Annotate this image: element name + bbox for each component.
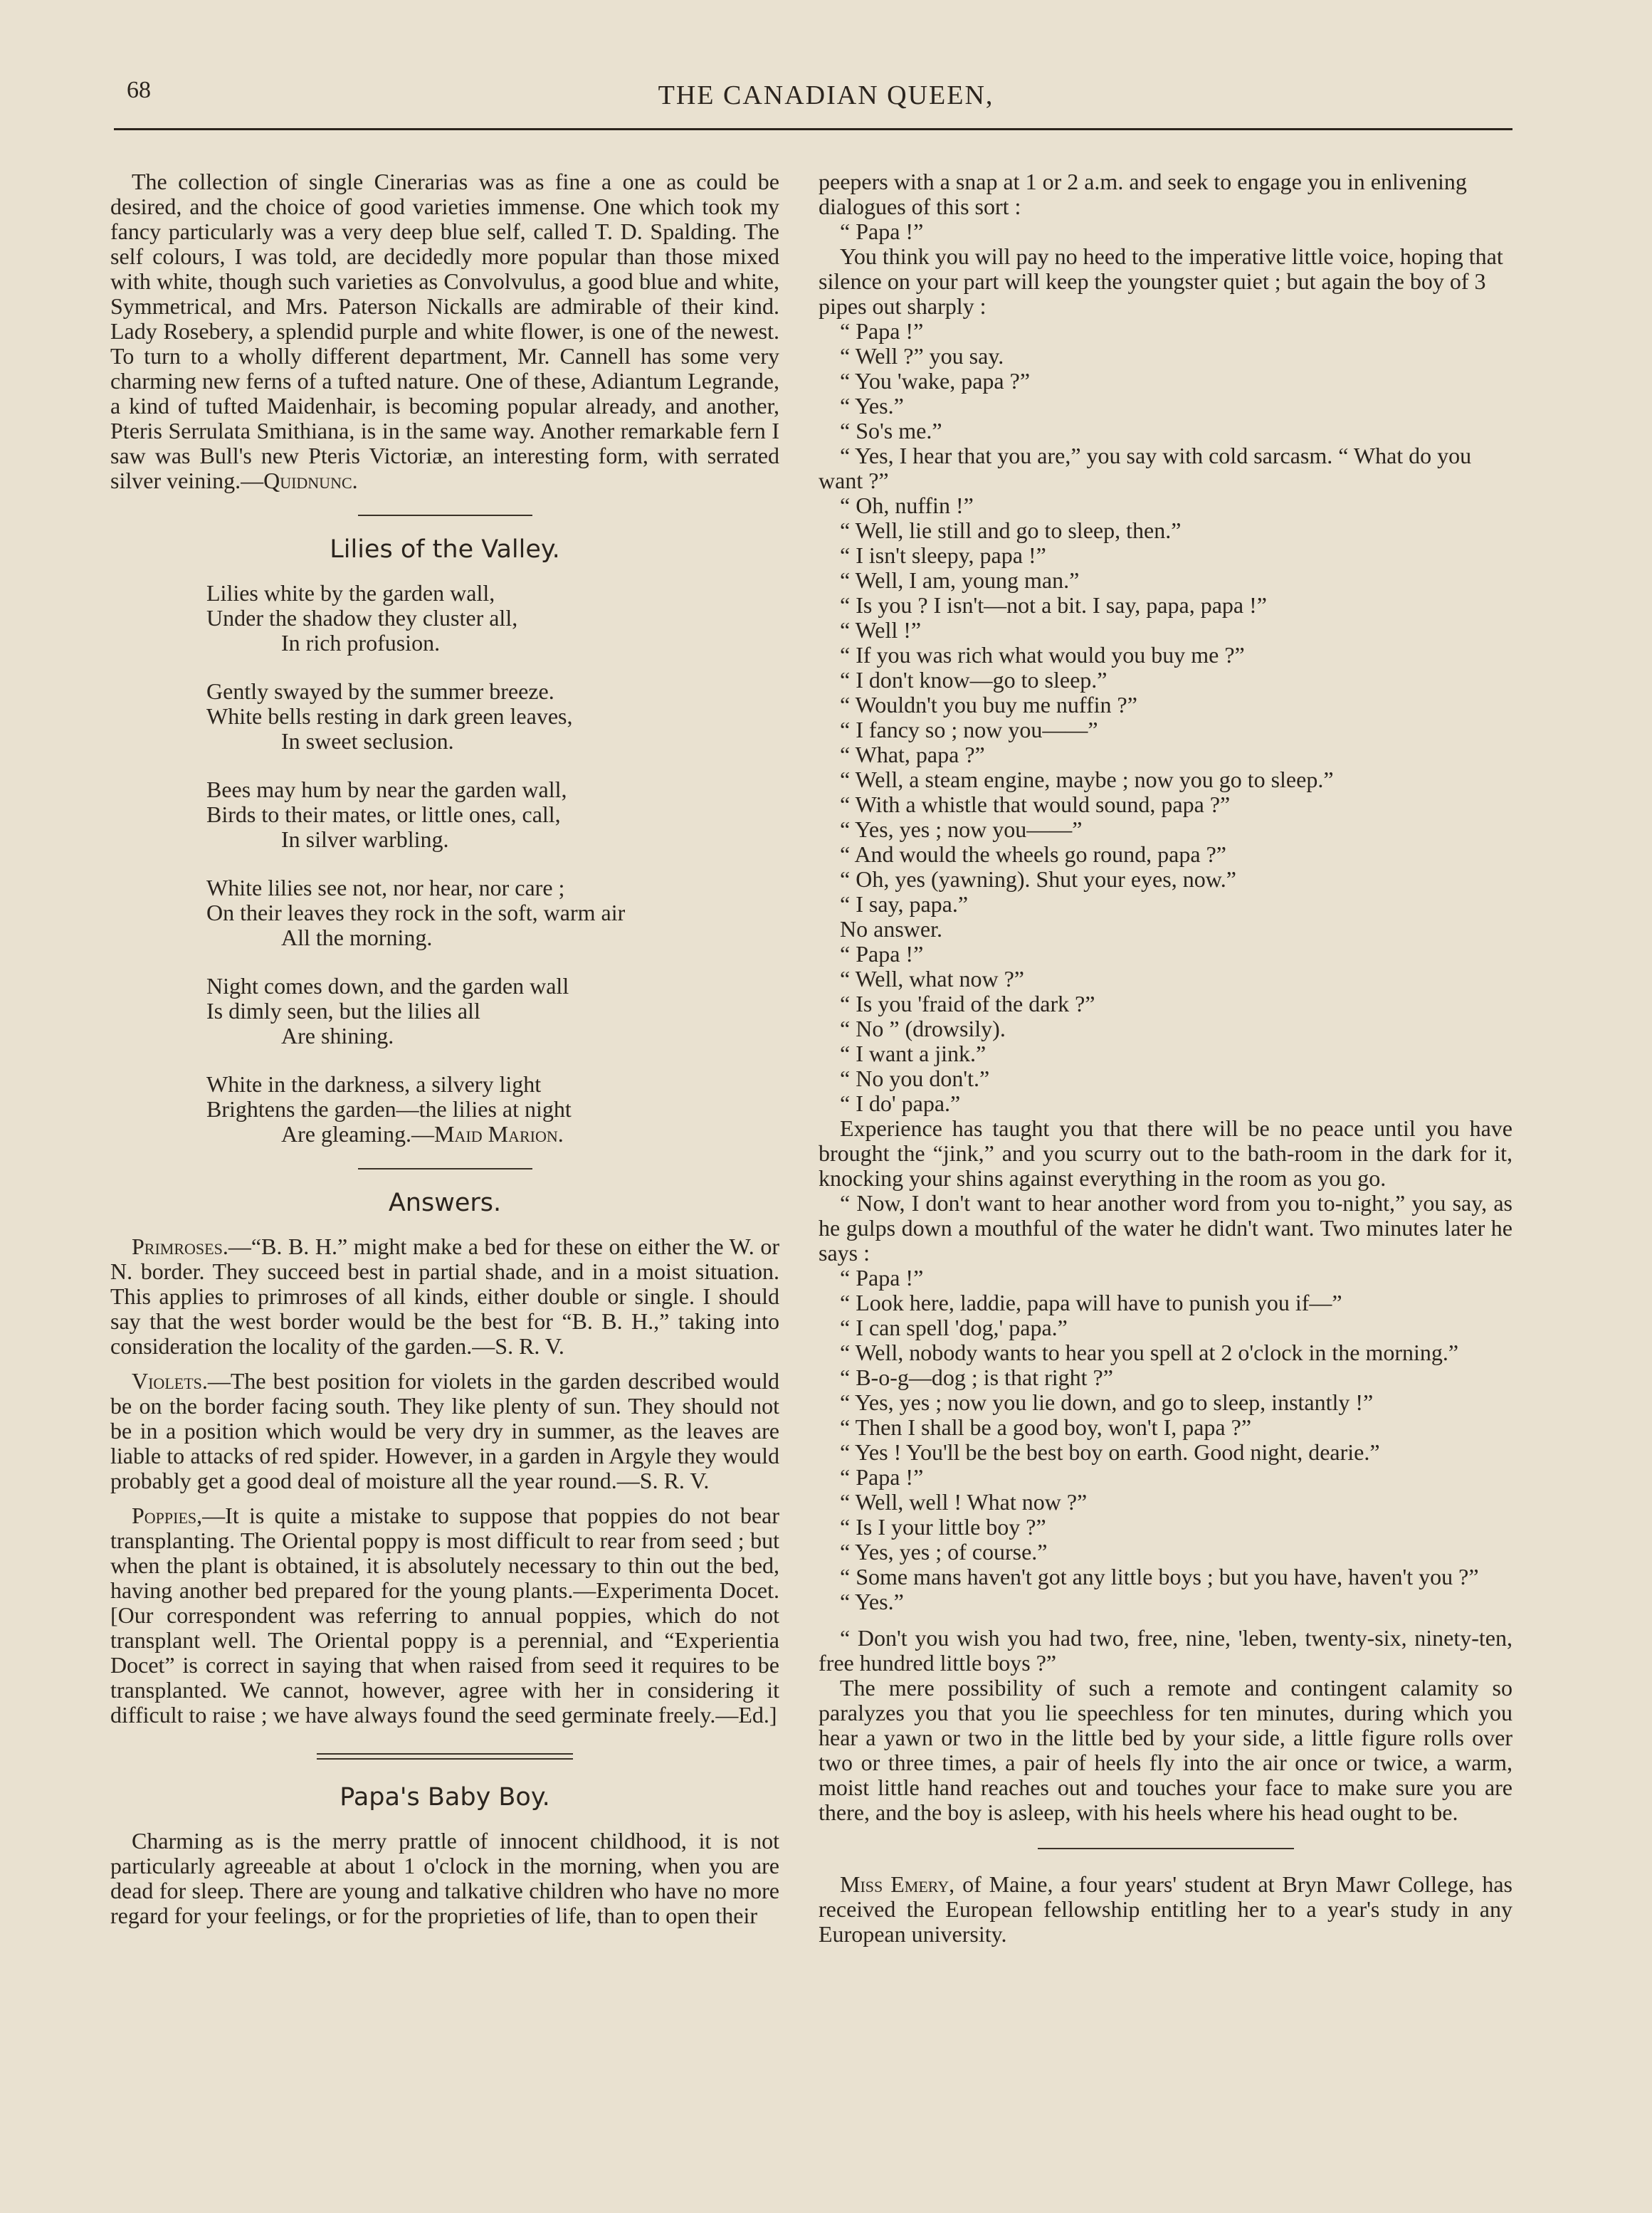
intro-paragraph	[110, 169, 779, 493]
dialogue	[819, 169, 1512, 1825]
poem-stanza	[206, 777, 779, 852]
intro-text: The collection of single Cinerarias was as fine a one as could be desired, and the choice of good varieties immense. One which took my fancy particularly was a very deep blue self, called T. D. Spalding. The self colours, I was told, are decidedly more popular than those mixed with white, though such varieties as Convolvulus, a good blue and white, Symmetrical, and Mrs. Paterson Nickalls are admirable of their kind. Lady Rosebery, a splendid purple and white flower, is one of the newest. To turn to a wholly different department, Mr. Cannell has some very charming new ferns of a tufted nature. One of these, Adiantum Legrande, a kind of tufted Maidenhair, is becoming popular already, and another, Pteris Serrulata Smithiana, is in the same way. Another remarkable fern I saw was Bull's new Pteris Victoriæ, an interesting form, with serrated silver veining.—	[110, 169, 779, 493]
dialogue-line: “ Don't you wish you had two, free, nine, 'leben, twenty-six, ninety-ten, free hundred little boys ?”	[819, 1625, 1512, 1676]
dialogue-line: “ I can spell 'dog,' papa.”	[840, 1315, 1068, 1340]
answer-text: —The best position for violets in the garden described would be on the border facing south. They like plenty of sun. They should not be in a position which would be very dry in summer, as the leaves are liable to attacks of red spider. However, in a garden in Argyle they would probably get a good deal of moisture all the year round.—S. R. V.	[110, 1368, 779, 1493]
poem-line: White in the darkness, a silvery light	[206, 1071, 542, 1097]
dialogue-line: “ Wouldn't you buy me nuffin ?”	[840, 692, 1137, 717]
dialogue-line: “ What, papa ?”	[840, 742, 985, 767]
dialogue-line: No answer.	[840, 916, 942, 942]
poem-line: In silver warbling.	[281, 826, 449, 852]
answer-primroses	[110, 1234, 779, 1359]
dialogue-line: “ Now, I don't want to hear another word from you to-night,” you say, as he gulps down a mouthful of the water he didn't want. Two minutes later he says :	[819, 1190, 1512, 1266]
dialogue-line: “ B-o-g—dog ; is that right ?”	[840, 1365, 1113, 1390]
poem-line	[206, 1122, 779, 1147]
dialogue-line: “ And would the wheels go round, papa ?”	[840, 841, 1226, 867]
dialogue-line: “ Oh, yes (yawning). Shut your eyes, now.”	[840, 866, 1236, 892]
dialogue-line: “ Then I shall be a good boy, won't I, papa ?”	[840, 1414, 1252, 1440]
dialogue-line: “ Well, lie still and go to sleep, then.”	[840, 517, 1182, 543]
poem-stanza	[206, 876, 779, 950]
poem-stanza	[206, 974, 779, 1048]
left-column	[110, 169, 779, 1928]
dialogue-line: “ You 'wake, papa ?”	[840, 368, 1031, 394]
dialogue-line: “ So's me.”	[840, 418, 942, 443]
poem-stanza	[206, 581, 779, 656]
note-heading: Miss Emery,	[840, 1871, 955, 1897]
poem-line: Brightens the garden—the lilies at night	[206, 1096, 572, 1122]
poem	[206, 581, 779, 1147]
news-note	[819, 1872, 1512, 1947]
story-opening: Charming as is the merry prattle of innocent childhood, it is not particularly agreeable at about 1 o'clock in the morning, when you are dead for sleep. There are young and talkative children who have no more regard for your feelings, or for the proprieties of life, than to open their	[110, 1828, 779, 1928]
poem-line: In sweet seclusion.	[281, 728, 454, 754]
poem-line: Gently swayed by the summer breeze.	[206, 678, 554, 704]
dialogue-line: “ Yes, I hear that you are,” you say with cold sarcasm. “ What do you want ?”	[819, 443, 1472, 493]
dialogue-line: “ Well, nobody wants to hear you spell at 2 o'clock in the morning.”	[840, 1340, 1459, 1365]
answer-heading: Poppies,	[132, 1503, 203, 1528]
dialogue-line: “ Yes, yes ; now you——”	[840, 816, 1083, 842]
dialogue-line: “ Yes, yes ; of course.”	[840, 1539, 1048, 1565]
answer-violets	[110, 1369, 779, 1493]
dialogue-line: “ No ” (drowsily).	[840, 1016, 1006, 1041]
dialogue-line: peepers with a snap at 1 or 2 a.m. and seek to engage you in enlivening dialogues of this sort :	[819, 169, 1467, 219]
section-divider	[358, 515, 532, 516]
dialogue-line: “ No you don't.”	[840, 1066, 990, 1091]
header-rule	[114, 128, 1512, 130]
poem-line: Lilies white by the garden wall,	[206, 580, 495, 606]
dialogue-line: The mere possibility of such a remote and contingent calamity so paralyzes you that you lie speechless for ten minutes, during which you hear a yawn or two in the little bed by your side, a little figure rolls over two or three times, a pair of heels fly into the air once or twice, a warm, moist little hand reaches out and touches your face to make sure you are there, and the boy is asleep, with his heels where his head ought to be.	[819, 1675, 1512, 1825]
poem-line: Bees may hum by near the garden wall,	[206, 777, 567, 802]
dialogue-line: “ Yes ! You'll be the best boy on earth. Good night, dearie.”	[840, 1439, 1380, 1465]
dialogue-line: “ Papa !”	[840, 219, 924, 244]
dialogue-line: “ Well, I am, young man.”	[840, 567, 1080, 593]
story-title: Papa's Baby Boy.	[340, 1783, 550, 1812]
dialogue-line: “ Yes.”	[840, 1589, 904, 1614]
answer-heading: Primroses.	[132, 1234, 228, 1259]
poem-line: In rich profusion.	[281, 630, 441, 656]
dialogue-line: “ Is I your little boy ?”	[840, 1514, 1046, 1540]
intro-signature: Quidnunc.	[263, 468, 358, 493]
answer-text: —“B. B. H.” might make a bed for these on either the W. or N. border. They succeed best in partial shade, and in a moist situation. This applies to primroses of all kinds, either double or single. I should say that the west border would be the best for “B. B. H.,” taking into consideration the locality of the garden.—S. R. V.	[110, 1234, 779, 1359]
dialogue-line: “ I fancy so ; now you——”	[840, 717, 1098, 742]
answer-heading: Violets.	[132, 1368, 208, 1394]
dialogue-line: “ I isn't sleepy, papa !”	[840, 542, 1046, 568]
right-column	[819, 169, 1512, 1947]
dialogue-line: “ Well, a steam engine, maybe ; now you go to sleep.”	[840, 767, 1334, 792]
dialogue-line: “ Some mans haven't got any little boys ; but you have, haven't you ?”	[840, 1564, 1479, 1589]
poem-stanza	[206, 1072, 779, 1147]
dialogue-line: “ Papa !”	[840, 318, 924, 344]
page-number: 68	[127, 77, 151, 103]
dialogue-line: “ Is you 'fraid of the dark ?”	[840, 991, 1095, 1016]
dialogue-line: “ Papa !”	[840, 1265, 924, 1291]
dialogue-line: “ Is you ? I isn't—not a bit. I say, papa, papa !”	[840, 592, 1267, 618]
dialogue-line: “ I don't know—go to sleep.”	[840, 667, 1108, 693]
dialogue-line: You think you will pay no heed to the imperative little voice, hoping that silence on your part will keep the youngster quiet ; but again the boy of 3 pipes out sharply :	[819, 243, 1503, 319]
dialogue-line: “ Look here, laddie, papa will have to punish you if—”	[840, 1290, 1342, 1315]
answer-text: —It is quite a mistake to suppose that poppies do not bear transplanting. The Oriental poppy is most difficult to rear from seed ; but when the plant is obtained, it is absolutely necessary to thin out the bed, having another bed prepared for the young plants.—Experimenta Docet. [Our correspondent was referring to annual poppies, which do not transplant well. The Oriental poppy is a perennial, and “Experientia Docet” is correct in saying that when raised from seed it requires to be transplanted. We cannot, however, agree with her in considering it difficult to raise ; we have always found the seed germinate freely.—Ed.]	[110, 1503, 779, 1728]
poem-line: On their leaves they rock in the soft, warm air	[206, 900, 626, 925]
poem-line: All the morning.	[281, 925, 433, 950]
dialogue-line: “ Well, what now ?”	[840, 966, 1024, 992]
dialogue-line: “ Yes.”	[840, 393, 904, 419]
answers-title: Answers.	[388, 1189, 502, 1217]
dialogue-line: “ With a whistle that would sound, papa ?”	[840, 792, 1231, 817]
dialogue-line: “ Papa !”	[840, 1464, 924, 1490]
poem-line-text: Are gleaming.—	[281, 1121, 435, 1147]
poem-line: Under the shadow they cluster all,	[206, 605, 518, 631]
dialogue-line: “ Well !”	[840, 617, 922, 643]
note-text: of Maine, a four years' student at Bryn Mawr College, has received the European fellowship entitling her to a year's study in any European university.	[819, 1871, 1513, 1947]
section-divider	[1038, 1848, 1294, 1849]
dialogue-line: “ Well, well ! What now ?”	[840, 1489, 1088, 1515]
poem-line: Night comes down, and the garden wall	[206, 973, 569, 999]
poem-line: Birds to their mates, or little ones, call,	[206, 801, 561, 827]
section-divider-double	[317, 1753, 573, 1760]
section-divider	[358, 1168, 532, 1169]
dialogue-line: “ Papa !”	[840, 941, 924, 967]
poem-line: White lilies see not, nor hear, nor care ;	[206, 875, 565, 900]
dialogue-line: “ Oh, nuffin !”	[840, 493, 974, 518]
dialogue-line: “ Well ?” you say.	[840, 343, 1004, 369]
running-head: THE CANADIAN QUEEN,	[658, 80, 994, 110]
poem-line: White bells resting in dark green leaves,	[206, 703, 573, 729]
dialogue-line: “ If you was rich what would you buy me ?”	[840, 642, 1245, 668]
poem-line: Are shining.	[281, 1023, 394, 1048]
dialogue-line: “ I do' papa.”	[840, 1090, 961, 1116]
answer-poppies	[110, 1503, 779, 1728]
poem-title: Lilies of the Valley.	[330, 535, 560, 564]
dialogue-line: “ Yes, yes ; now you lie down, and go to sleep, instantly !”	[840, 1389, 1374, 1415]
poem-signature: Maid Marion.	[434, 1121, 564, 1147]
poem-stanza	[206, 679, 779, 754]
poem-line: Is dimly seen, but the lilies all	[206, 998, 480, 1024]
dialogue-line: “ I say, papa.”	[840, 891, 969, 917]
dialogue-line: Experience has taught you that there will be no peace until you have brought the “jink,” and you scurry out to the bath-room in the dark for it, knocking your shins against everything in the room as you go.	[819, 1115, 1512, 1191]
dialogue-line: “ I want a jink.”	[840, 1041, 987, 1066]
